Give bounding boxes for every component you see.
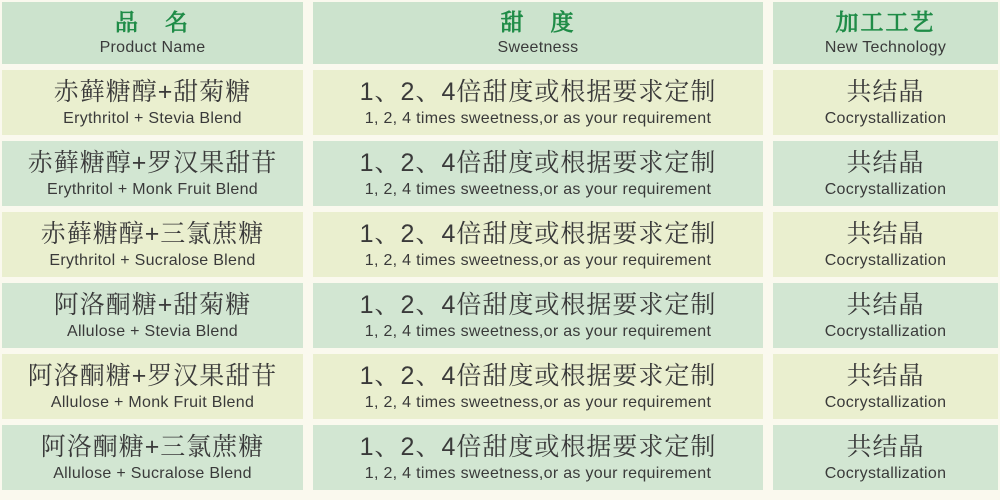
- product-name-en: Erythritol + Sucralose Blend: [49, 251, 256, 269]
- product-name-zh: 赤藓糖醇+三氯蔗糖: [40, 219, 265, 248]
- product-name-zh: 阿洛酮糖+三氯蔗糖: [40, 432, 265, 461]
- header-technology-en: New Technology: [824, 38, 947, 56]
- technology-cell: [773, 141, 998, 206]
- sweetness-cell: [313, 212, 763, 277]
- sweetness-en: 1, 2, 4 times sweetness,or as your requirement: [364, 251, 712, 269]
- technology-zh: 共结晶: [846, 432, 925, 461]
- header-technology-zh: 加工工艺: [835, 9, 936, 36]
- product-name-en: Allulose + Stevia Blend: [66, 322, 238, 340]
- sweetness-cell: [313, 425, 763, 490]
- technology-zh: 共结晶: [846, 290, 925, 319]
- technology-en: Cocrystallization: [824, 251, 947, 269]
- product-name-zh: 阿洛酮糖+甜菊糖: [53, 290, 252, 319]
- sweetness-zh: 1、2、4倍甜度或根据要求定制: [359, 290, 717, 319]
- product-cell: [2, 354, 303, 419]
- sweetness-en: 1, 2, 4 times sweetness,or as your requirement: [364, 322, 712, 340]
- product-name-zh: 赤藓糖醇+罗汉果甜苷: [27, 148, 278, 177]
- sweetness-en: 1, 2, 4 times sweetness,or as your requirement: [364, 464, 712, 482]
- product-cell: [2, 425, 303, 490]
- technology-cell: [773, 70, 998, 135]
- product-name-en: Allulose + Sucralose Blend: [53, 464, 252, 482]
- technology-zh: 共结晶: [846, 361, 925, 390]
- technology-zh: 共结晶: [846, 77, 925, 106]
- header-sweetness-zh: 甜 度: [500, 9, 576, 36]
- technology-cell: [773, 354, 998, 419]
- sweetness-en: 1, 2, 4 times sweetness,or as your requirement: [364, 393, 712, 411]
- technology-en: Cocrystallization: [824, 464, 947, 482]
- product-name-en: Allulose + Monk Fruit Blend: [50, 393, 255, 411]
- sweetness-zh: 1、2、4倍甜度或根据要求定制: [359, 361, 717, 390]
- header-product-name-en: Product Name: [99, 38, 206, 56]
- technology-zh: 共结晶: [846, 148, 925, 177]
- product-cell: [2, 283, 303, 348]
- technology-en: Cocrystallization: [824, 109, 947, 127]
- technology-cell: [773, 283, 998, 348]
- header-cell-product-name: [2, 2, 303, 64]
- technology-zh: 共结晶: [846, 219, 925, 248]
- sweetness-zh: 1、2、4倍甜度或根据要求定制: [359, 219, 717, 248]
- product-name-zh: 赤藓糖醇+甜菊糖: [53, 77, 252, 106]
- product-name-zh: 阿洛酮糖+罗汉果甜苷: [27, 361, 278, 390]
- technology-en: Cocrystallization: [824, 393, 947, 411]
- technology-cell: [773, 212, 998, 277]
- technology-cell: [773, 425, 998, 490]
- sweetness-zh: 1、2、4倍甜度或根据要求定制: [359, 77, 717, 106]
- sweetness-zh: 1、2、4倍甜度或根据要求定制: [359, 148, 717, 177]
- sweetness-cell: [313, 141, 763, 206]
- sweetness-en: 1, 2, 4 times sweetness,or as your requirement: [364, 180, 712, 198]
- sweetness-cell: [313, 70, 763, 135]
- sweetness-en: 1, 2, 4 times sweetness,or as your requirement: [364, 109, 712, 127]
- product-name-en: Erythritol + Monk Fruit Blend: [47, 180, 258, 198]
- technology-en: Cocrystallization: [824, 180, 947, 198]
- product-cell: [2, 141, 303, 206]
- sweetness-cell: [313, 354, 763, 419]
- product-name-en: Erythritol + Stevia Blend: [63, 109, 242, 127]
- header-sweetness-en: Sweetness: [497, 38, 579, 56]
- header-cell-technology: [773, 2, 998, 64]
- sweetness-zh: 1、2、4倍甜度或根据要求定制: [359, 432, 717, 461]
- header-product-name-zh: 品 名: [115, 9, 190, 36]
- sweetness-cell: [313, 283, 763, 348]
- product-cell: [2, 70, 303, 135]
- technology-en: Cocrystallization: [824, 322, 947, 340]
- header-cell-sweetness: [313, 2, 763, 64]
- product-cell: [2, 212, 303, 277]
